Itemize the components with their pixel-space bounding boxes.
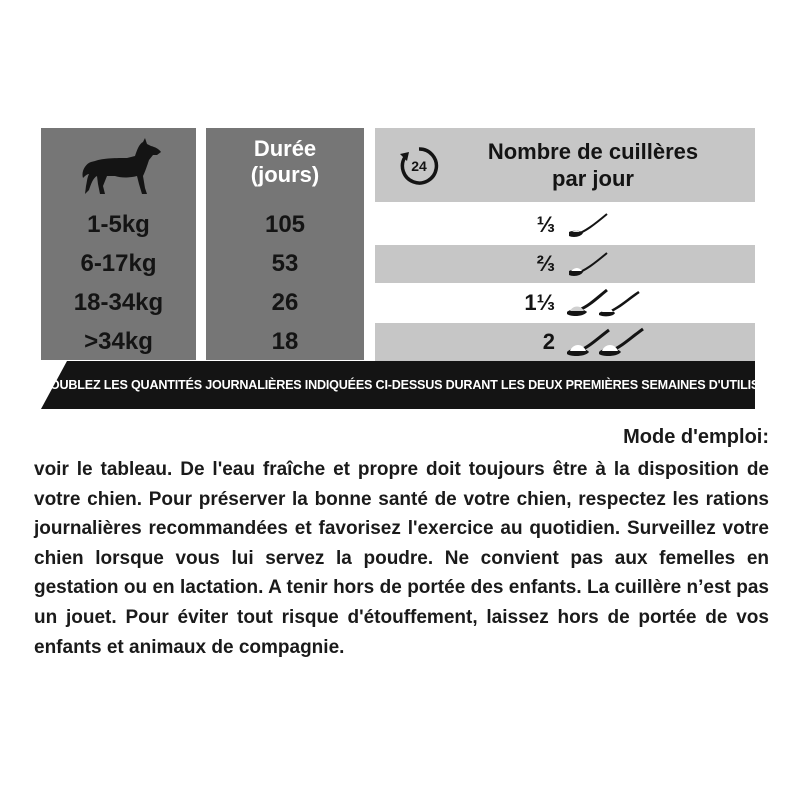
banner-text: DOUBLEZ LES QUANTITÉS JOURNALIÈRES INDIQUÉES CI-DESSUS DURANT LES DEUX PREMIÈRES SEMAINES D'UTILISATION [41, 378, 797, 392]
24h-clock-icon [399, 146, 439, 186]
spoons-header-title: Nombre de cuillères par jour [487, 139, 699, 191]
spoon-icon [567, 247, 657, 281]
weight-column [41, 128, 196, 360]
instructions-title: Mode d'emploi: [623, 426, 769, 448]
spoons-header [375, 128, 755, 202]
spoon-row [375, 245, 755, 283]
spoon-icon [567, 325, 657, 359]
spoon-icon [567, 208, 657, 242]
weight-cell: 6-17kg [80, 250, 157, 277]
duration-column [206, 128, 364, 360]
spoon-row [375, 323, 755, 361]
duration-header: Durée (jours) [250, 136, 320, 187]
banner-corner-notch [41, 361, 67, 409]
spoon-quantity: ⅔ [536, 251, 555, 276]
spoon-quantity: ⅓ [536, 212, 555, 237]
doubling-notice-banner [41, 361, 797, 409]
spoon-icon [567, 286, 657, 320]
weight-cell: >34kg [84, 328, 153, 355]
instructions-body: voir le tableau. De l'eau fraîche et propre doit toujours être à la disposition de votre chien. Pour préserver la bonne santé de votre chien, respectez les rations journalières recommandées et favorisez l'exercice au quotidien. Surveillez votre chien lorsque vous lui servez la poudre. Ne convient pas aux femelles en gestation ou en lactation. A tenir hors de portée des enfants. La cuillère n’est pas un jouet. Pour éviter tout risque d'étouffement, laissez hors de portée de vos enfants et animaux de compagnie. [34, 459, 769, 658]
dog-silhouette-icon [77, 138, 167, 198]
days-cell: 18 [271, 328, 299, 355]
spoon-row [375, 284, 755, 322]
spoons-column [375, 128, 755, 360]
weight-cell: 1-5kg [87, 211, 150, 238]
days-cell: 26 [271, 289, 299, 316]
spoon-quantity: 2 [542, 329, 555, 354]
days-cell: 105 [264, 211, 306, 238]
weight-cell: 18-34kg [73, 289, 164, 316]
spoon-row [375, 206, 755, 244]
days-cell: 53 [271, 250, 299, 277]
spoon-quantity: 1⅓ [524, 290, 555, 315]
svg-text:24: 24 [411, 158, 427, 174]
